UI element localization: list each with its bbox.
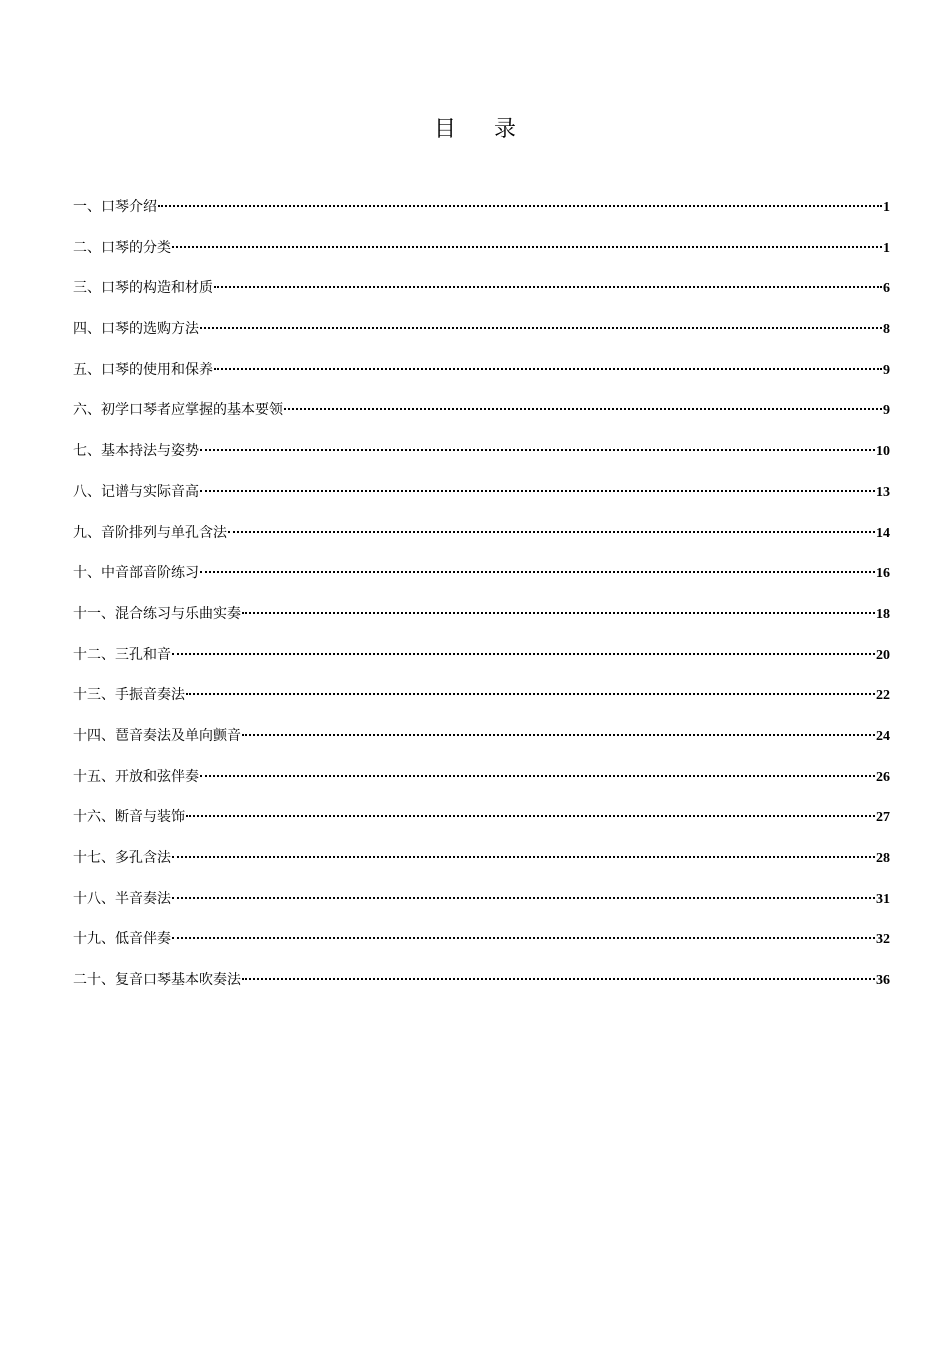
toc-entry-label: 十四、琶音奏法及单向颤音 <box>73 727 241 744</box>
toc-entry[interactable] <box>73 562 890 603</box>
toc-title: 目录 <box>433 117 554 142</box>
toc-dot-leader <box>200 775 875 777</box>
toc-entry-page-number: 20 <box>876 647 890 663</box>
toc-entry-label: 八、记谱与实际音高 <box>73 483 199 500</box>
toc-entry[interactable] <box>73 399 890 440</box>
toc-entry[interactable] <box>73 766 890 807</box>
toc-entry-page-number: 16 <box>876 566 890 582</box>
toc-entry[interactable] <box>73 684 890 725</box>
toc-entry-label: 十五、开放和弦伴奏 <box>73 768 199 785</box>
toc-entry-page-number: 26 <box>876 769 890 785</box>
toc-dot-leader <box>228 531 875 533</box>
toc-entry[interactable] <box>73 196 890 237</box>
toc-entry-page-number: 18 <box>876 606 890 622</box>
toc-dot-leader <box>172 937 875 939</box>
toc-entry[interactable] <box>73 481 890 522</box>
toc-entry[interactable] <box>73 277 890 318</box>
toc-dot-leader <box>172 897 875 899</box>
toc-entry-page-number: 27 <box>876 810 890 826</box>
toc-entry-label: 九、音阶排列与单孔含法 <box>73 524 227 541</box>
toc-entry-page-number: 8 <box>883 322 890 338</box>
toc-entry-label: 十九、低音伴奏 <box>73 931 171 948</box>
toc-entry-label: 十七、多孔含法 <box>73 850 171 866</box>
toc-entry-label: 十六、断音与装饰 <box>73 809 185 826</box>
toc-entry-label: 五、口琴的使用和保养 <box>73 361 213 378</box>
toc-entry[interactable] <box>73 603 890 644</box>
toc-entry-label: 二十、复音口琴基本吹奏法 <box>73 972 241 989</box>
toc-dot-leader <box>200 449 875 451</box>
toc-entry-label: 十八、半音奏法 <box>73 890 171 907</box>
toc-entry-page-number: 24 <box>876 728 890 744</box>
toc-entry[interactable] <box>73 806 890 847</box>
toc-list <box>73 196 890 1010</box>
toc-dot-leader <box>186 693 875 695</box>
toc-entry-page-number: 10 <box>876 444 890 460</box>
toc-dot-leader <box>242 734 875 736</box>
toc-dot-leader <box>172 246 882 248</box>
toc-entry-page-number: 6 <box>883 281 890 297</box>
toc-entry[interactable] <box>73 359 890 400</box>
toc-entry[interactable] <box>73 440 890 481</box>
toc-entry-page-number: 1 <box>883 240 890 256</box>
toc-entry-label: 一、口琴介绍 <box>73 199 157 215</box>
toc-dot-leader <box>214 368 882 370</box>
toc-dot-leader <box>200 490 875 492</box>
toc-entry-page-number: 9 <box>883 362 890 378</box>
toc-entry-page-number: 14 <box>876 525 890 541</box>
toc-entry-label: 四、口琴的选购方法 <box>73 321 199 338</box>
toc-entry-page-number: 32 <box>876 932 890 948</box>
toc-entry[interactable] <box>73 318 890 359</box>
toc-dot-leader <box>172 653 875 655</box>
toc-entry-page-number: 36 <box>876 973 890 989</box>
toc-entry[interactable] <box>73 928 890 969</box>
toc-entry-label: 十一、混合练习与乐曲实奏 <box>73 605 241 622</box>
toc-entry-page-number: 22 <box>876 688 890 704</box>
toc-entry-label: 十三、手振音奏法 <box>73 687 185 704</box>
toc-dot-leader <box>242 612 875 614</box>
toc-entry-label: 二、口琴的分类 <box>73 239 171 256</box>
toc-dot-leader <box>186 815 875 817</box>
toc-entry-page-number: 9 <box>883 403 890 419</box>
toc-dot-leader <box>214 286 882 288</box>
toc-entry[interactable] <box>73 725 890 766</box>
toc-dot-leader <box>200 571 875 573</box>
toc-dot-leader <box>200 327 882 329</box>
toc-dot-leader <box>172 856 875 858</box>
toc-entry[interactable] <box>73 644 890 685</box>
toc-entry[interactable] <box>73 522 890 563</box>
toc-entry-label: 三、口琴的构造和材质 <box>73 280 213 297</box>
toc-dot-leader <box>158 205 882 207</box>
toc-entry-label: 十、中音部音阶练习 <box>73 565 199 582</box>
toc-entry-page-number: 1 <box>883 200 890 215</box>
toc-entry-label: 六、初学口琴者应掌握的基本要领 <box>73 402 283 419</box>
toc-entry[interactable] <box>73 888 890 929</box>
toc-entry-page-number: 31 <box>876 891 890 907</box>
toc-entry-label: 十二、三孔和音 <box>73 646 171 663</box>
toc-entry[interactable] <box>73 969 890 1010</box>
toc-entry-page-number: 13 <box>876 484 890 500</box>
toc-entry[interactable] <box>73 237 890 278</box>
toc-entry-page-number: 28 <box>876 851 890 866</box>
toc-entry-label: 七、基本持法与姿势 <box>73 443 199 460</box>
toc-entry[interactable] <box>73 847 890 888</box>
toc-dot-leader <box>284 408 882 410</box>
toc-dot-leader <box>242 978 875 980</box>
